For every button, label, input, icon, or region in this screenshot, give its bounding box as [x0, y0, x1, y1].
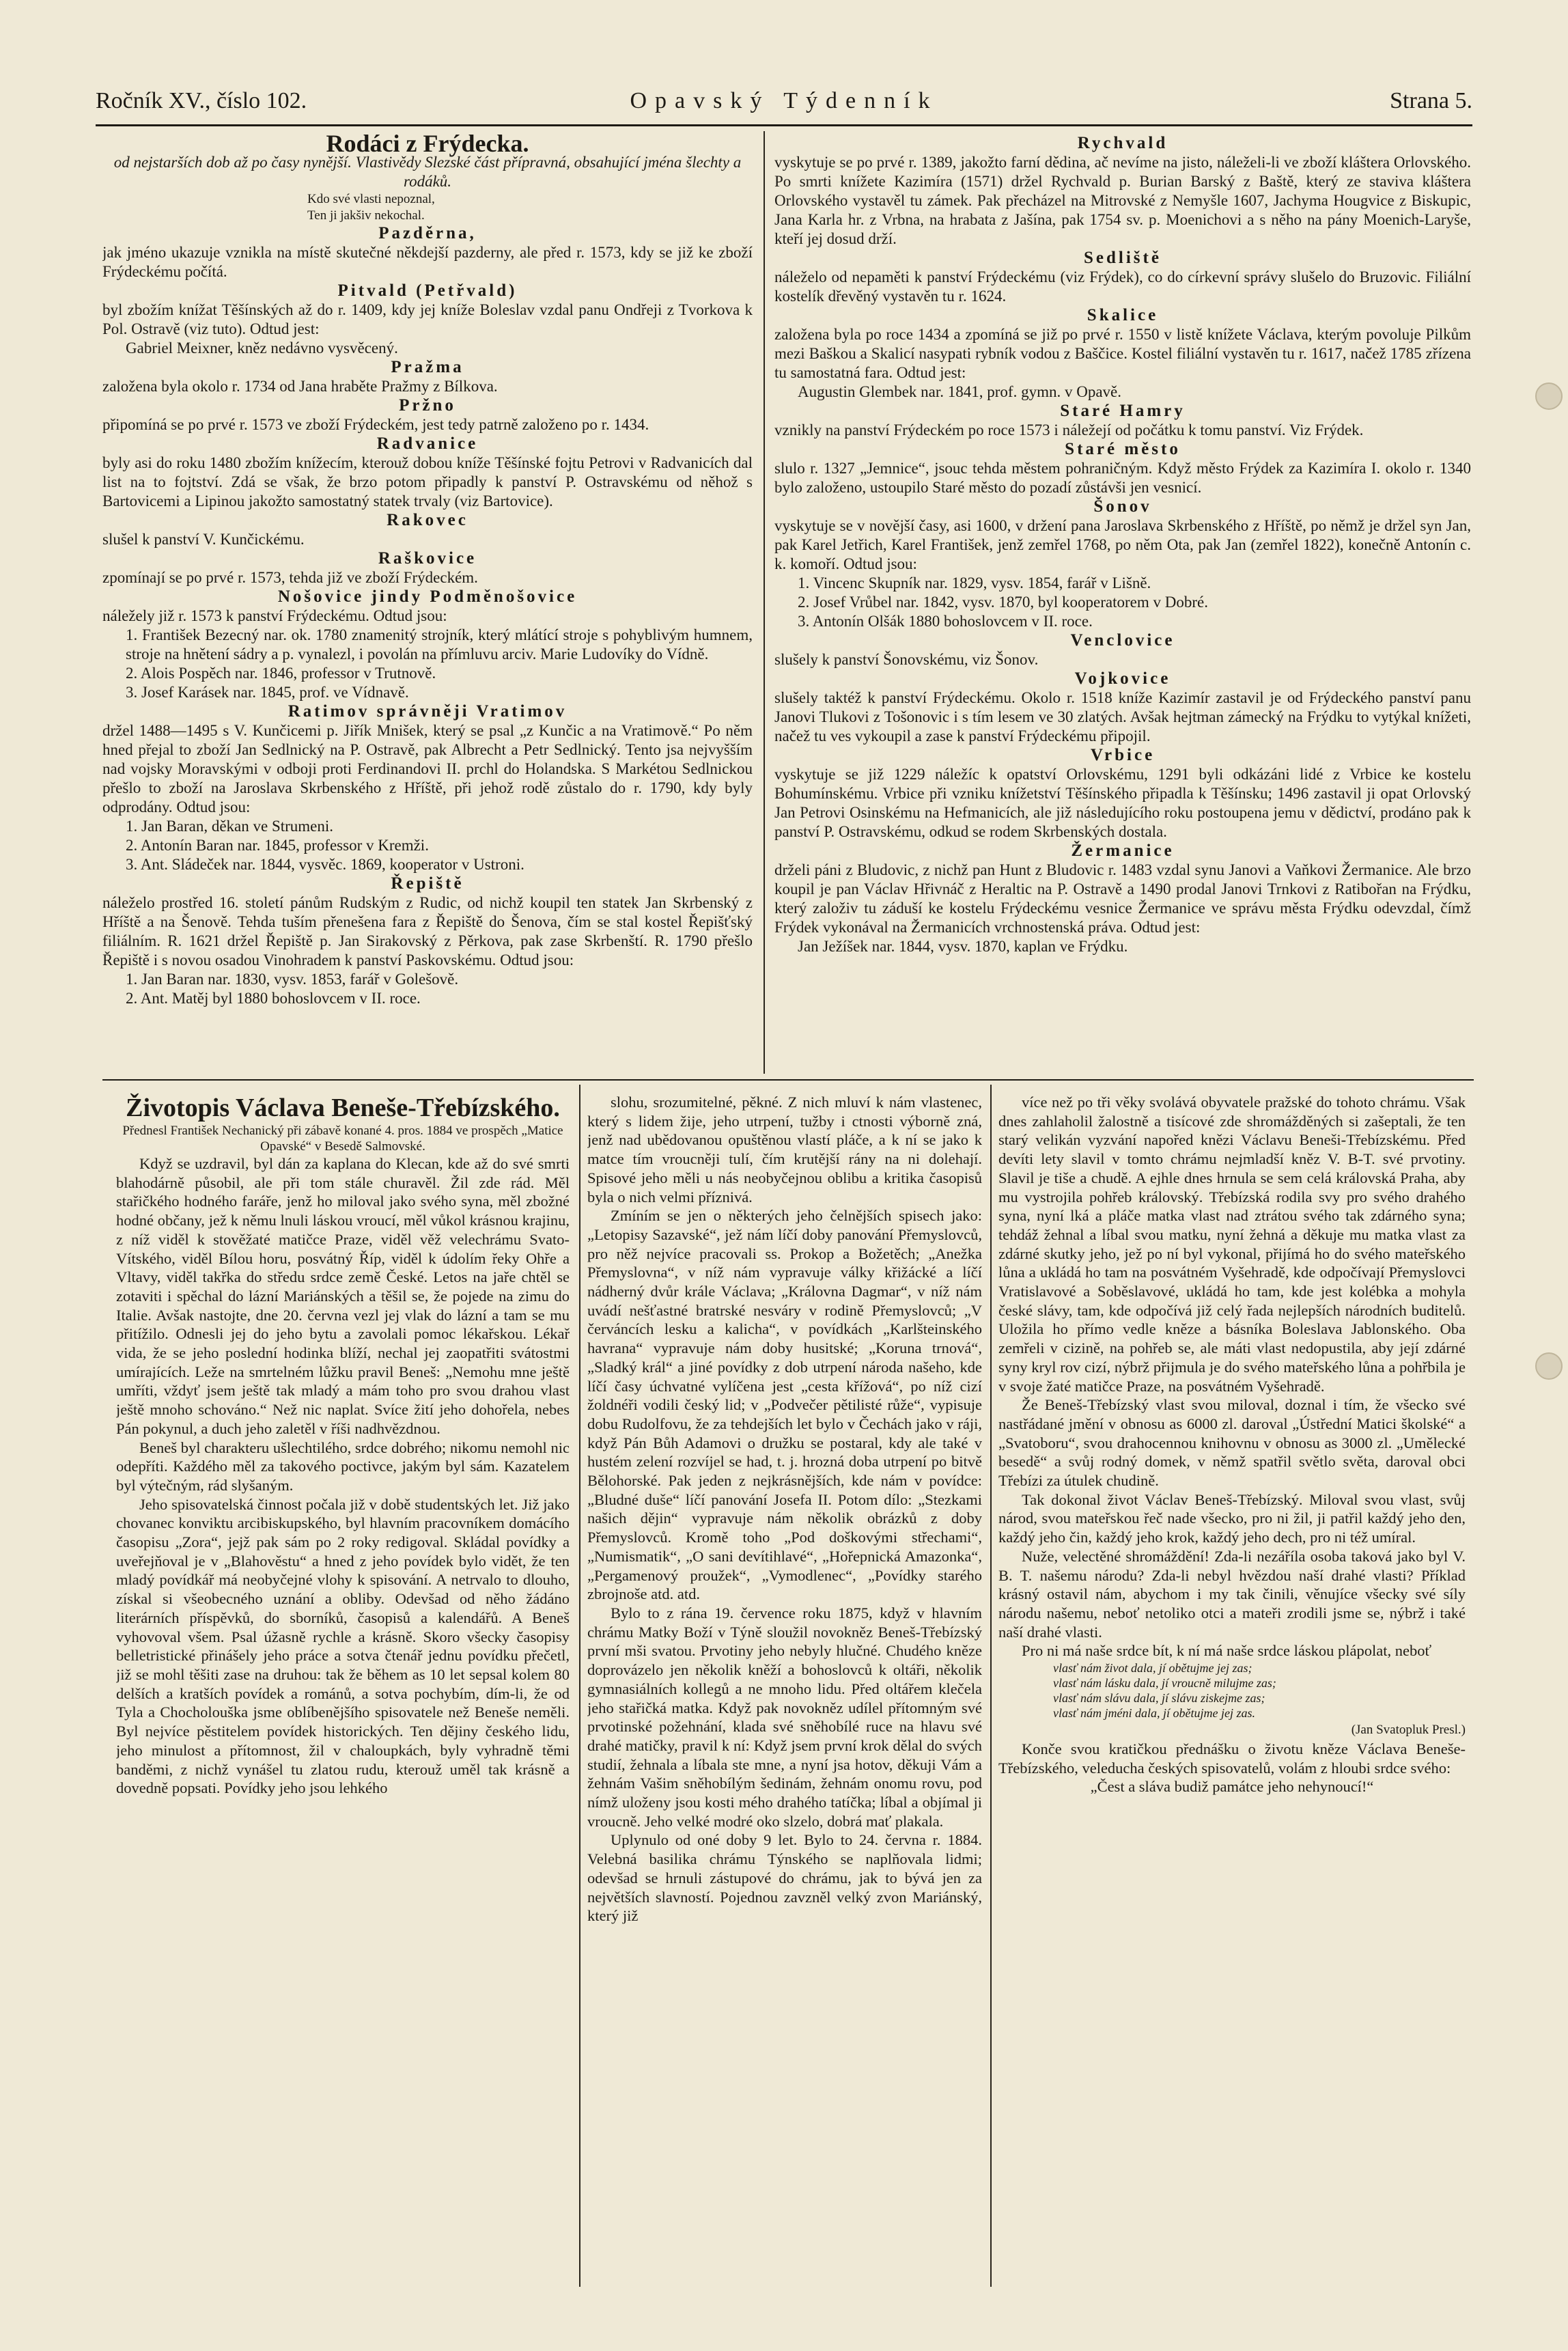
entry-heading: Radvanice	[376, 434, 479, 453]
entry-list-item: Jan Ježíšek nar. 1844, vysv. 1870, kaplan ve Frýdku.	[798, 938, 1128, 955]
entry-list-item: 1. František Bezecný nar. ok. 1780 znamenitý strojník, který mlátící stroje s pohyblivým humnem, stroje na hnětení sádry a p. vynalezl, i povolán na přímluvu arciv. Marie Ludovíky do Vídně.	[126, 626, 753, 663]
column-divider	[579, 1085, 580, 2287]
entry-list-item: 2. Antonín Baran nar. 1845, professor v Kremži.	[126, 837, 429, 854]
paragraph: Uplynulo od oné doby 9 let. Bylo to 24. června r. 1884. Velebná basilika chrámu Týnského se naplňovala lidmi; odevšad se hrnuli zástupové do chrámu, jak to bývá jen za největších slavností. Pojednou zavzněl velký zvon Mariánský, který již	[587, 1831, 982, 1925]
entry-text: držel 1488—1495 s V. Kunčicemi p. Jiřík Mnišek, který se psal „z Kunčic a na Vratimově.“ Po něm hned přejal to zboží Jan Sedlnický na P. Ostravě, pak Albrecht a Petr Sedlnický. Tento jsa nejvyšším nad vojsky Moravskými v odboji proti Ferdinandovi II. prchl do Holandska. S Markétou Sedlnickou přešlo to zboží na Jaroslava Skrbenského z Hříště, při jehož rodě zůstalo do r. 1790, kdy byly odprodány. Odtud jsou:	[102, 722, 753, 816]
poem-line: vlasť nám jméni dala, jí obětujme jej zas.	[1053, 1706, 1256, 1721]
entry-heading: Venclovice	[1070, 631, 1175, 650]
entry-heading: Ratimov správněji Vratimov	[288, 702, 568, 721]
entries-list	[774, 134, 1471, 956]
motto-line: Ten ji jakšiv nekochal.	[307, 208, 425, 223]
paragraph: více než po tři věky svolává obyvatele pražské do tohoto chrámu. Však dnes zahlaholil žalostně a tisícové zde shromážděných si zašeptali, že ten starý velikán vyzvání napořed knězi Václavu Beneši-Třebízskému. Před devíti lety slavil v tomto chrámu nejmladší kněz V. B-T. své prvotiny. Slavil je tiše a chudě. A ejhle dnes hrnula se sem celá královská Praha, aby mu vystrojila pohřeb královský. Třebízská rodila svy pro svého drahého syna, nyní lká a pláče matka vlast nad ztrátou svého tak zdárného syna; tehdáž žehnal a líbal svou matku, nyní žehná a děkuje mu matka vlast za zdárné skutky jeho, jež po ní byl vykonal, přijímá ho do svého mateřského lůna a ukládá ho tam na posvátném Vyšehradě, kde odpočívají Přemyslovci Vratislavové a Soběslavové, ukládá ho tam, kde jest kolébka a mohyla české slávy, tam, kde odpočívá již celý řada nejlepších národních buditelů. Uložila ho přímo vedle kněze a básníka Boleslava Jablonského. Oba zemřeli v cizině, na pohřeb se, ale máti vlast nedopustila, aby její zdárné syny kryl rov cizí, nýbrž přijmula je do svého mateřského lůna a pohřbila je v svoje žaté matičce Praze, na posvátném Vyšehradě.	[998, 1094, 1466, 1395]
entry-text: slušel k panství V. Kunčickému.	[102, 531, 305, 548]
punch-hole	[1535, 1352, 1563, 1380]
article-rodaci-right-column	[774, 134, 1471, 1075]
entry-heading: Sedliště	[1084, 249, 1162, 267]
motto-line: Kdo své vlasti nepoznal,	[307, 192, 435, 206]
entry-heading: Skalice	[1087, 306, 1159, 324]
paragraphs	[116, 1154, 570, 1798]
entry-text: zpomínají se po prvé r. 1573, tehda již ve zboží Frýdeckém.	[102, 569, 478, 586]
entry-list-item: 3. Ant. Sládeček nar. 1844, vysvěc. 1869, kooperator v Ustroni.	[126, 856, 524, 873]
poem	[1053, 1660, 1466, 1721]
column-divider	[990, 1085, 992, 2287]
entry-heading: Vojkovice	[1074, 669, 1171, 688]
entry-list-item: 1. Vincenc Skupník nar. 1829, vysv. 1854, farář v Lišně.	[798, 574, 1151, 592]
entry-heading: Řepiště	[391, 874, 464, 893]
article-title: Životopis Václava Beneše-Třebízského.	[126, 1094, 560, 1122]
entry-text: vyskytuje se již 1229 náležíc k opatství Orlovskému, 1291 byli odkázáni lidé z Vrbice ke kostelu Bohumínskému. Vrbice při vzniku knížetství Těšínského připadla k Těšínsku; 1496 zastavil ji opat Orlovský Jan Petrovi Osinskému na Hefmanicích, ale již následujícího roku postoupena jemu v dědictví, prodáno pak k panství P. Ostravskému, odkud se rodem Skrbenských dostala.	[774, 766, 1471, 840]
entry-list-item: Augustin Glembek nar. 1841, prof. gymn. v Opavě.	[798, 383, 1121, 400]
column-divider	[764, 131, 765, 1074]
entry-text: byly asi do roku 1480 zbožím knížecím, kterouž dobou kníže Těšínské fojtu Petrovi v Radvanicích dal list na to fojtství. Zdá se však, že brzo potom připadly k panství P. Ostravskému od něhož s Bartovicemi a Lipinou jakožto samostatný statek trvaly (viz Bartovice).	[102, 454, 753, 510]
entry-text: byl zbožím knížat Těšínských až do r. 1409, kdy jej kníže Boleslav vzdal panu Ondřeji z Tvorkova k Pol. Ostravě (viz tuto). Odtud jest:	[102, 301, 753, 337]
entry-text: slulo r. 1327 „Jemnice“, jsouc tehda městem pohraničným. Když město Frýdek za Kazimíra I. okolo r. 1340 bylo založeno, ustoupilo Staré město do pozadí zůstávši jen vesnicí.	[774, 460, 1471, 496]
entry-text: připomíná se po prvé r. 1573 ve zboží Frýdeckém, jest tedy patrně založeno po r. 1434.	[102, 416, 649, 433]
entry-text: vyskytuje se v novější časy, asi 1600, v držení pana Jaroslava Skrbenského z Hříště, po němž je držel syn Jan, pak Karel Jetřich, Karel František, jenž zemřel 1768, po něm Ota, pak Jan (zemřel 1822), konečně Antonín c. k. komoří. Odtud jsou:	[774, 517, 1471, 572]
entry-text: jak jméno ukazuje vznikla na místě skutečné někdejší pazderny, ale před r. 1573, kdy se již ke zboží Frýdeckému počítá.	[102, 244, 753, 280]
biography-column-1	[116, 1093, 570, 2295]
closing-quote: „Čest a sláva budiž památce jeho nehynoucí!“	[1090, 1778, 1374, 1796]
entry-list-item: 1. Jan Baran, děkan ve Strumeni.	[126, 818, 334, 835]
entry-text: slušely k panství Šonovskému, viz Šonov.	[774, 651, 1039, 668]
entry-heading: Žermanice	[1071, 841, 1175, 860]
byline: Přednesl František Nechanický při zábavě konané 4. pros. 1884 ve prospěch „Matice Opavské“ v Besedě Salmovské.	[122, 1124, 563, 1154]
entry-heading: Rychvald	[1077, 134, 1168, 152]
entry-list-item: 3. Josef Karásek nar. 1845, prof. ve Vídnavě.	[126, 684, 409, 701]
paragraph: Bylo to z rána 19. července roku 1875, když v hlavním chrámu Matky Boží v Týně sloužil novokněz Beneš-Třebízský první mši svatou. Prvotiny jeho nebyly hlučné. Chudého kněze doprovázelo jen několik kněží a bohoslovců k oltáři, několik gymnasiálních kollegů a ne mnoho lidu. Před oltářem klečela jeho stařičká matka. Když pak novokněz udílel přítomným své prvotinské požehnání, klada své sněhobílé ruce na hlavu své drahé matičky, pravil k ní: Když jsem první krok dělal do svých studií, žehnala a líbala ste mne, a nyní jsa hotov, děkuji Vám a žehnám Vašim sněhobílým šedinám, žehnám onomu rovu, pod nímž uloženy jsou kosti mého drahého tatíčka; líbal a objímal ji vroucně. Jeho velké modré oko slzelo, dobrá mať plakala.	[587, 1604, 982, 1830]
paragraph: Tak dokonal život Václav Beneš-Třebízský. Miloval svou vlast, svůj národ, svou mateřskou řeč nade všecko, pro ni žil, ji patřil každý jeho den, každý jeho čin, každý jeho krok, každý jeho dech, pro ni též umíral.	[998, 1490, 1466, 1546]
paragraph: Jeho spisovatelská činnost počala již v době studentských let. Již jako chovanec konviktu arcibiskupského, byl hlavním pracovníkem domácího časopisu „Zora“, jejž pak sám po 2 roky redigoval. Skládal povídky a uveřejňoval je v „Blahověstu“ a hned z jeho povídek bylo vidět, že ten mladý povídkář má neobyčejné vlohy k spisování. A netrvalo to dlouho, získal si všeobecného uznání a obliby. Odevšad od něho žádáno literárních příspěvků, do sborníků, časopisů a kalendářů. A Beneš vyhovoval všem. Psal úžasně rychle a krásně. Skoro všecky časopisy belletristické přinášely jeho práce a sotva čtenář jednu povídku přečetl, již se mohl těšiti zase na druhou: tak že během as 10 let sepsal kolem 80 delších a kratších povídek a románů, a sotva pochybím, dím-li, že od Tyla a Chocholouška jsme oblíbenějšího spisovatele než Beneše neměli. Byl nejvíce pěstitelem povídek historických. Ten dějiny českého lidu, jeho minulost a přítomnost, žil v chaloupkách, byly vyhradně těmi banděmi, z nichž vynášel tu zlatou rudu, kterouž uměl tak krásně a dovedně popsati. Povídky jeho jsou lehkého	[116, 1495, 570, 1797]
entry-list-item: 2. Josef Vrůbel nar. 1842, vysv. 1870, byl kooperatorem v Dobré.	[798, 594, 1208, 611]
paragraph: slohu, srozumitelné, pěkné. Z nich mluví k nám vlastenec, který s lidem žije, jeho utrpení, tužby i ctnosti výborně zná, jenž nad ubědovanou opuštěnou vlastí pláče, a k ní se jako k matce tím vroucněji tulí, čím krutější rány na ni dolehají. Spisové jeho měli u nás neobyčejnou oblibu a kritika časopisů byla o nich velmi příznivá.	[587, 1094, 982, 1206]
entry-text: vznikly na panství Frýdeckém po roce 1573 i náležejí od počátku k tomu panství. Viz Frýdek.	[774, 421, 1364, 439]
entry-heading: Staré Hamry	[1060, 402, 1186, 420]
paragraph: Že Beneš-Třebízský vlast svou miloval, doznal i tím, že všecko své nastřádané jmění v obnosu as 6000 zl. daroval „Ústřední Matici školské“ a „Svatoboru“, svou drahocennou knihovnu v obnosu as 3000 zl. „Umělecké besedě“ a svůj rodný domek, v němž spatřil světlo světa, daroval obci Třebízi za útulek chudině.	[998, 1396, 1466, 1490]
entries-list	[102, 224, 753, 1008]
entry-list-item: Gabriel Meixner, kněz nedávno vysvěcený.	[126, 339, 398, 357]
paragraphs	[587, 1093, 982, 1925]
entry-list-item: 3. Antonín Olšák 1880 bohoslovcem v II. roce.	[798, 613, 1093, 630]
masthead: Opavský Týdenník	[630, 88, 938, 113]
entry-text: drželi páni z Bludovic, z nichž pan Hunt z Bludovic r. 1483 vzdal synu Janovi a Vaňkovi Žermanice. Ale brzo koupil je pan Václav Hřivnáč z Heraltic na P. Ostravě a 1490 prodal Janovi Trnkovi z Ratibořan na Frýdku, který založiv tu záduší ke kostelu Frýdeckému vesnice Žermanice ve správu města Frýdku odevzdal, čímž Frýdek vykonával na Žermanicích vrchnostenská práva. Odtud jest:	[774, 861, 1471, 936]
entry-list-item: 1. Jan Baran nar. 1830, vysv. 1853, farář v Golešově.	[126, 971, 459, 988]
entry-heading: Šonov	[1093, 497, 1152, 516]
biography-column-2	[587, 1093, 982, 2295]
paragraph: Nuže, velectěné shromáždění! Zda-li nezáříla osoba taková jako byl V. B. T. našemu národu? Zda-li nebyl hvězdou naší drahé vlasti? Příklad krásný ostavil nám, abychom i my tak činili, věnujíce všecky své síly národu našemu, neboť netoliko otci a mateři zrodili jsme se, nýbrž i také naší drahé vlasti.	[998, 1547, 1466, 1641]
poem-line: vlasť nám lásku dala, jí vroucně milujme zas;	[1053, 1676, 1276, 1691]
poem-signature: (Jan Svatopluk Presl.)	[1351, 1723, 1466, 1738]
entry-text: náležely již r. 1573 k panství Frýdeckému. Odtud jsou:	[102, 607, 447, 624]
section-rule	[102, 1079, 1474, 1081]
entry-heading: Rakovec	[387, 511, 468, 529]
poem-line: vlasť nám slávu dala, jí slávu ziskejme zas;	[1053, 1691, 1265, 1706]
entry-list-item: 2. Ant. Matěj byl 1880 bohoslovcem v II. roce.	[126, 990, 421, 1007]
paragraph: Zmíním se jen o některých jeho čelnějších spisech jako: „Letopisy Sazavské“, jež nám líčí doby panování Přemyslovců, pro něž nejvíce pracovali ss. Prokop a Božetěch; „Anežka Přemyslovna“, v níž nám vypravuje války křižácké a líčí nádherný dvůr krále Václava; „Královna Dagmar“, v níž nám uvádí nešťastné bratrské nesváry v rodině Přemyslovců; „V červáncích lesku a kalicha“, v povídkách „Karlšteinského havrana“ vypravuje nám doby husitské; „Koruna trnová“, „Sladký král“ a jiné povídky z dob utrpení národa našeho, kde líčí časy úchvatné vylíčena jest „cesta křížová“, po níž cizí žoldnéři vodili český lid; v „Podvečer pětilisté růže“, vypisuje dobu Rudolfovu, že za tehdejších let bylo v Čechách jako v ráji, když Pán Bůh Adamovi o družku se postaral, kdy ale také v hustém zelení rozvíjel se had, t. j. hrozná doba utrpení po bitvě Bělohorské. Pak jeden z nejkrásnějších, kde nám v povídce: „Bludné duše“ líčí panování Josefa II. Potom dílo: „Stezkami našich dějin“ vypravuje nám několik obrázků z doby Přemyslovců. Kromě toho „Pod doškovými střechami“, „Numismatik“, „O sani devítihlavé“, „Hořepnická Amazonka“, „Pergamenový proužek“, „Vymodlenec“, „Povídky starého zbrojnoše atd. atd.	[587, 1207, 982, 1603]
article-title: Rodáci z Frýdecka.	[326, 134, 529, 157]
entry-text: náleželo od nepaměti k panství Frýdeckému (viz Frýdek), co do církevní správy slušelo do Bruzovic. Filiální kostelík dřevěný vystavěn tu r. 1624.	[774, 268, 1471, 305]
issue-number: Ročník XV., číslo 102.	[96, 88, 307, 113]
entry-heading: Pražma	[391, 358, 464, 376]
page-header	[96, 81, 1472, 122]
entry-heading: Pržno	[399, 396, 456, 415]
entry-text: slušely taktéž k panství Frýdeckému. Okolo r. 1518 kníže Kazimír zastavil je od Frýdeckého panství panu Janovi Tlukovi z Tošonovic i s tím lesem ve 30 zlatých. Avšak hejtman zámecký na Frýdku to vytýkal knížeti, načež tu ves vykoupil a zase k panství Frýdeckému připojil.	[774, 689, 1471, 745]
entry-heading: Raškovice	[378, 549, 477, 568]
entry-heading: Nošovice jindy Podměnošovice	[277, 587, 578, 606]
paragraphs	[998, 1093, 1466, 1660]
header-rule	[96, 124, 1472, 126]
entry-heading: Pitvald (Petřvald)	[337, 281, 518, 300]
entry-list-item: 2. Alois Pospěch nar. 1846, professor v Trutnově.	[126, 665, 436, 682]
entry-heading: Staré město	[1065, 440, 1181, 458]
paragraph: Když se uzdravil, byl dán za kaplana do Klecan, kde až do své smrti blahodárně působil, ale při tom stále churavěl. Žil zde rád. Měl stařičkého hodného faráře, jenž ho miloval jako svého syna, měl zbožné hodné občany, jež k němu lnuli láskou vroucí, měl vůkol krásnou krajinu, z níž viděl k stověžaté matičce Praze, viděl věž velechrámu Svato-Vítského, viděl Bílou horu, posvátný Říp, viděl k údolím řeky Ohře a Vltavy, viděl takřka do středu srdce země České. Letos na jaře chtěl se zotaviti i spěchal do lázní Mariánských a těšil se, že pojede na zimu do Italie. Avšak nastojte, dne 20. června vezl jej vlak do lázní a tam se mu přitížilo. Odnesli jej do jeho bytu a zavolali pomoc lékařskou. Lékař vida, že se jeho poslední hodinka blíží, nechal jej zaopatřiti svátostmi umírajících. Leže na smrtelném lůžku pravil Beneš: „Nemohu mne ještě umříti, vždyť jsem ještě tak mladý a mám toho pro svou drahou vlast ještě mnoho schováno.“ Než nic naplat. Svíce žití jeho dohořela, nebes Pán pokynul, a duch jeho zaletěl v říši nadhvězdnou.	[116, 1155, 570, 1437]
entry-heading: Pazděrna,	[378, 224, 477, 242]
biography-column-3	[998, 1093, 1466, 2295]
entry-text: založena byla okolo r. 1734 od Jana hraběte Pražmy z Bílkova.	[102, 378, 498, 395]
paragraph: Pro ni má naše srdce bít, k ní má naše srdce láskou plápolat, neboť	[1022, 1642, 1432, 1660]
paragraph: Beneš byl charakteru ušlechtilého, srdce dobrého; nikomu nemohl nic odepříti. Každého měl za takového poctivce, jakým byl sám. Kazatelem byl výtečným, rád slyšaným.	[116, 1438, 570, 1494]
closing-paragraph: Konče svou kratičkou přednášku o životu kněze Václava Beneše-Třebízského, veleducha českých spisovatelů, volám z hloubi srdce svého:	[998, 1740, 1466, 1777]
entry-heading: Vrbice	[1090, 746, 1156, 764]
page-number: Strana 5.	[1390, 88, 1472, 113]
punch-hole	[1535, 382, 1563, 410]
entry-text: založena byla po roce 1434 a zpomíná se již po prvé r. 1550 v listě knížete Václava, kterým povoluje Pilkům mezi Baškou a Skalicí nasypati rybník vodou z Baščice. Kostel filiální vystavěn tu r. 1617, načež 1785 zřízena tu samostatná fara. Odtud jest:	[774, 326, 1471, 381]
article-subtitle: od nejstarších dob až po časy nynější. Vlastivědy Slezské část přípravná, obsahující jména šlechty a rodáků.	[113, 154, 742, 190]
poem-line: vlasť nám život dala, jí obětujme jej zas;	[1053, 1661, 1252, 1675]
entry-text: náleželo prostřed 16. století pánům Rudským z Rudic, od nichž koupil ten statek Jan Skrbenský z Hříště a na Šenově. Tehda tuším přenešena fara z Řepiště do Šenova, čím se stal kostel Řepišťský filiálním. R. 1621 držel Řepiště p. Jan Sirakovský z Pěrkova, pak zase Skrbenští. R. 1790 přešlo Řepiště i s novou osadou Vinohradem k panství Paskovskému. Odtud jsou:	[102, 894, 753, 969]
motto	[307, 191, 753, 224]
article-rodaci-left-column	[102, 134, 753, 1075]
entry-text: vyskytuje se po prvé r. 1389, jakožto farní dědina, ač nevíme na jisto, náleželi-li ve zboží kláštera Orlovského. Po smrti knížete Kazimíra (1571) držel Rychvald p. Burian Barský z Baště, který ze staviva kláštera Orlovského vystavěl tu zámek. Pak přecházel na Mitrovské z Nemyšle 1607, Jachyma Hougvice z Biskupic, Jana Karla hr. z Vrbna, na hrabata z Jašína, pak 1754 sv. p. Moenichovi a s něho na pány Moenich-Laryše, kteří jej dosud drží.	[774, 154, 1471, 247]
